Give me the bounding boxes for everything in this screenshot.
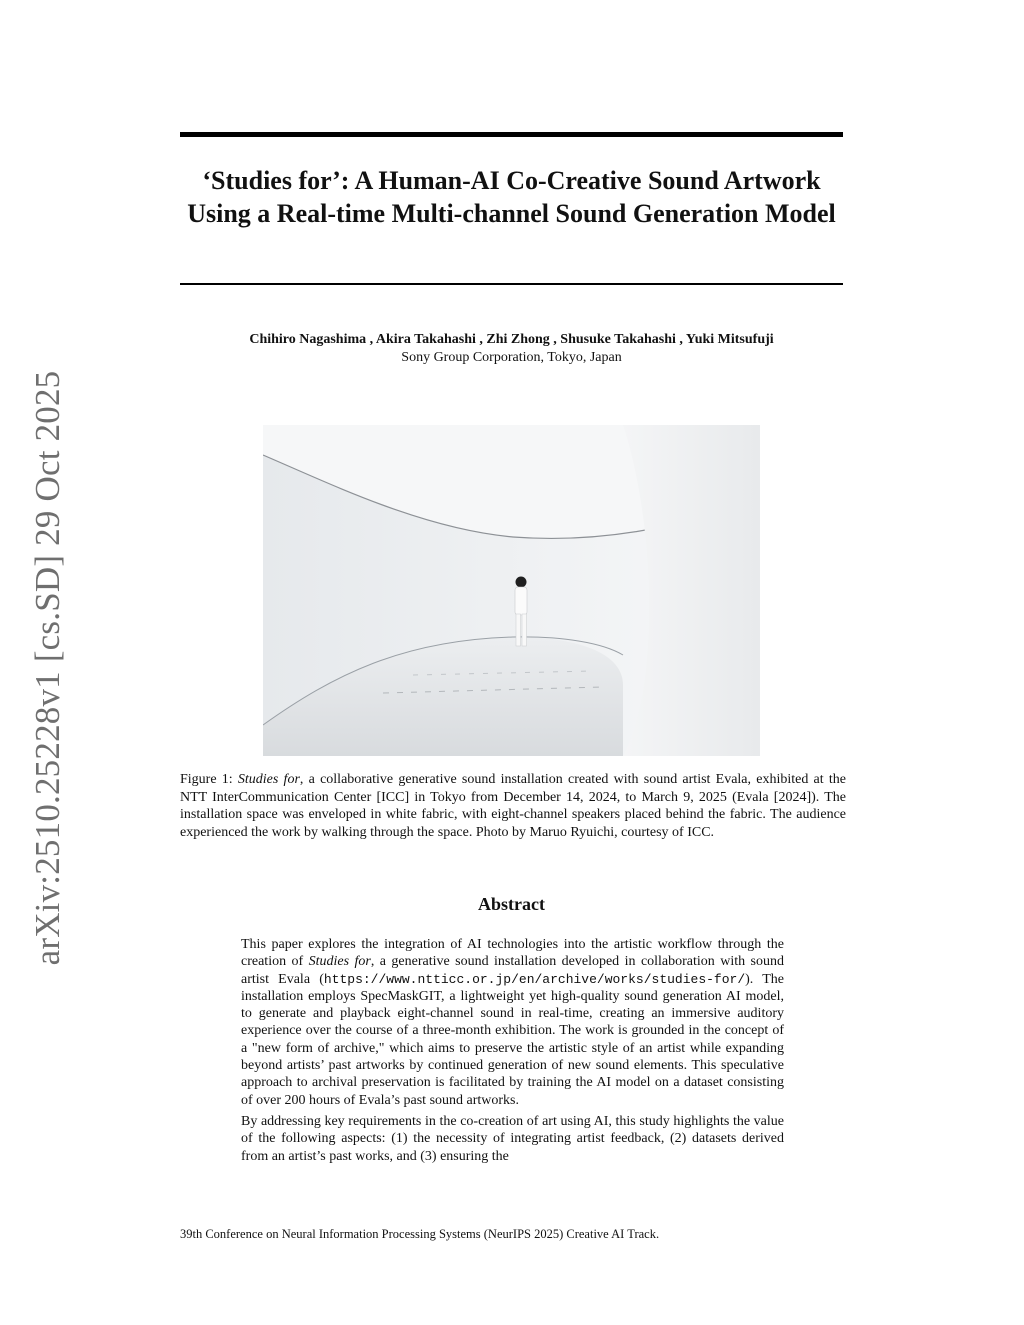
project-url-link[interactable]: https://www.ntticc.or.jp/en/archive/works/studies-for/	[323, 971, 746, 987]
author-list: Chihiro Nagashima , Akira Takahashi , Zhi Zhong , Shusuke Takahashi , Yuki Mitsufuji	[249, 332, 774, 347]
caption-label: Figure 1:	[180, 772, 238, 787]
conference-footnote: 39th Conference on Neural Information Processing Systems (NeurIPS 2025) Creative AI Track.	[180, 1227, 660, 1241]
abstract-paragraph: By addressing key requirements in the co-creation of art using AI, this study highlights the value of the following aspects: (1) the necessity of integrating artist feedback, (2) datasets derived from an artist’s past works, and (3) ensuring the	[241, 1113, 784, 1164]
title-rule-bottom	[180, 283, 843, 285]
figure-caption	[180, 771, 846, 841]
arxiv-identifier: arXiv:2510.25228v1 [cs.SD] 29 Oct 2025	[28, 370, 67, 966]
abstract-heading: Abstract	[478, 894, 545, 914]
installation-photo	[263, 425, 760, 756]
figure-photo	[263, 425, 760, 756]
abstract-text: , a generative sound installation developed in collaboration with sound artist Evala (	[241, 954, 785, 987]
abstract-text: ). The installation employs SpecMaskGIT, a lightweight yet high-quality sound generation AI model, to generate and playback eight-channel sound in real-time, creating an immersive auditory experience over the course of a three-month exhibition. The work is grounded in the concept of a "new form of archive," which aims to preserve the artistic style of an artist while expanding beyond artists’ past artworks by continued generation of new sound elements. This speculative approach to archival preservation is facilitated by training the AI model on a dataset consisting of over 200 hours of Evala’s past sound artworks.	[241, 971, 784, 1108]
abstract-italic-title: Studies for	[308, 954, 371, 970]
paper-title: ‘Studies for’: A Human-AI Co-Creative Sound Artwork Using a Real-time Multi-channel Sound Generation Model	[187, 166, 836, 228]
abstract-text: This paper explores the integration of AI technologies into the artistic workflow through the creation of	[241, 937, 784, 970]
affiliation: Sony Group Corporation, Tokyo, Japan	[401, 350, 622, 365]
title-rule-top	[180, 132, 843, 137]
abstract-paragraph	[241, 936, 784, 1109]
caption-body: , a collaborative generative sound installation created with sound artist Evala, exhibited at the NTT InterCommunication Center [ICC] in Tokyo from December 14, 2024, to March 9, 2025 (Evala [2024]). The installation space was enveloped in white fabric, with eight-channel speakers placed behind the fabric. The audience experienced the work by walking through the space. Photo by Maruo Ryuichi, courtesy of ICC.	[180, 772, 846, 840]
caption-italic-title: Studies for	[237, 772, 300, 787]
abstract-body	[241, 936, 784, 1169]
